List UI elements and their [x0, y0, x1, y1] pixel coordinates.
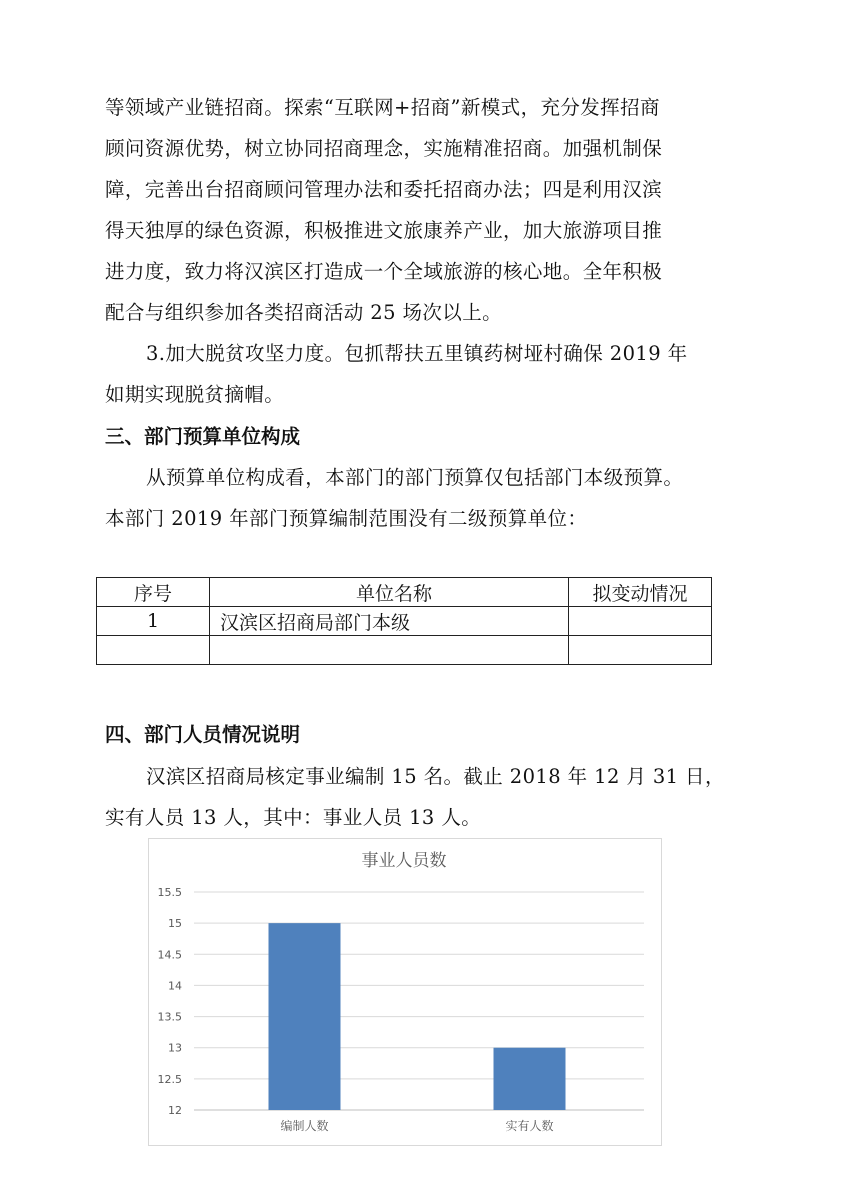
- y-tick-label: 14.5: [157, 948, 182, 962]
- y-tick-label: 14: [168, 979, 182, 993]
- table-row: [97, 607, 712, 636]
- paragraph-line: 顾问资源优势，树立协同招商理念，实施精准招商。加强机制保: [105, 137, 663, 160]
- table-header-cell: 序号: [97, 578, 210, 607]
- table-header-cell: 拟变动情况: [569, 578, 712, 607]
- chart-svg: [149, 839, 661, 1145]
- table-header-cell: 单位名称: [210, 578, 569, 607]
- y-tick-label: 12.5: [157, 1072, 182, 1086]
- bar: [494, 1048, 566, 1110]
- paragraph-line: 障，完善出台招商顾问管理办法和委托招商办法；四是利用汉滨: [105, 178, 663, 201]
- table-header-row: [97, 578, 712, 607]
- paragraph-line: 得天独厚的绿色资源，积极推进文旅康养产业，加大旅游项目推: [105, 219, 663, 242]
- staff-count-chart: [148, 838, 662, 1146]
- paragraph-line: 如期实现脱贫摘帽。: [105, 383, 285, 406]
- budget-units-table: [96, 577, 712, 665]
- paragraph-line: 等领域产业链招商。探索“互联网+招商”新模式，充分发挥招商: [105, 96, 660, 119]
- paragraph-line: 从预算单位构成看，本部门的部门预算仅包括部门本级预算。: [146, 466, 684, 489]
- y-tick-label: 15.5: [157, 886, 182, 899]
- chart-title: 事业人员数: [361, 851, 447, 871]
- y-tick-label: 12: [168, 1104, 182, 1117]
- bar: [269, 923, 341, 1110]
- paragraph-line: 实有人员 13 人，其中：事业人员 13 人。: [105, 806, 482, 829]
- table-row: [97, 636, 712, 665]
- y-tick-label: 13.5: [157, 1010, 182, 1024]
- section-heading: 四、部门人员情况说明: [105, 723, 301, 746]
- paragraph-line: 配合与组织参加各类招商活动 25 场次以上。: [105, 301, 503, 324]
- paragraph-line: 3.加大脱贫攻坚力度。包抓帮扶五里镇药树垭村确保 2019 年: [146, 342, 688, 365]
- section-heading: 三、部门预算单位构成: [105, 425, 301, 448]
- table-cell: [210, 636, 569, 665]
- y-tick-label: 13: [168, 1041, 182, 1055]
- table-cell: [97, 636, 210, 665]
- table-cell: [569, 636, 712, 665]
- x-tick-label: 实有人数: [505, 1119, 554, 1133]
- x-tick-label: 编制人数: [280, 1119, 329, 1133]
- table-cell: 1: [97, 607, 210, 636]
- y-tick-label: 15: [168, 917, 182, 931]
- table-cell: 汉滨区招商局部门本级: [210, 607, 569, 636]
- table-cell: [569, 607, 712, 636]
- paragraph-line: 本部门 2019 年部门预算编制范围没有二级预算单位：: [105, 507, 588, 530]
- paragraph-line: 进力度，致力将汉滨区打造成一个全域旅游的核心地。全年积极: [105, 260, 663, 283]
- paragraph-line: 汉滨区招商局核定事业编制 15 名。截止 2018 年 12 月 31 日，: [146, 765, 725, 788]
